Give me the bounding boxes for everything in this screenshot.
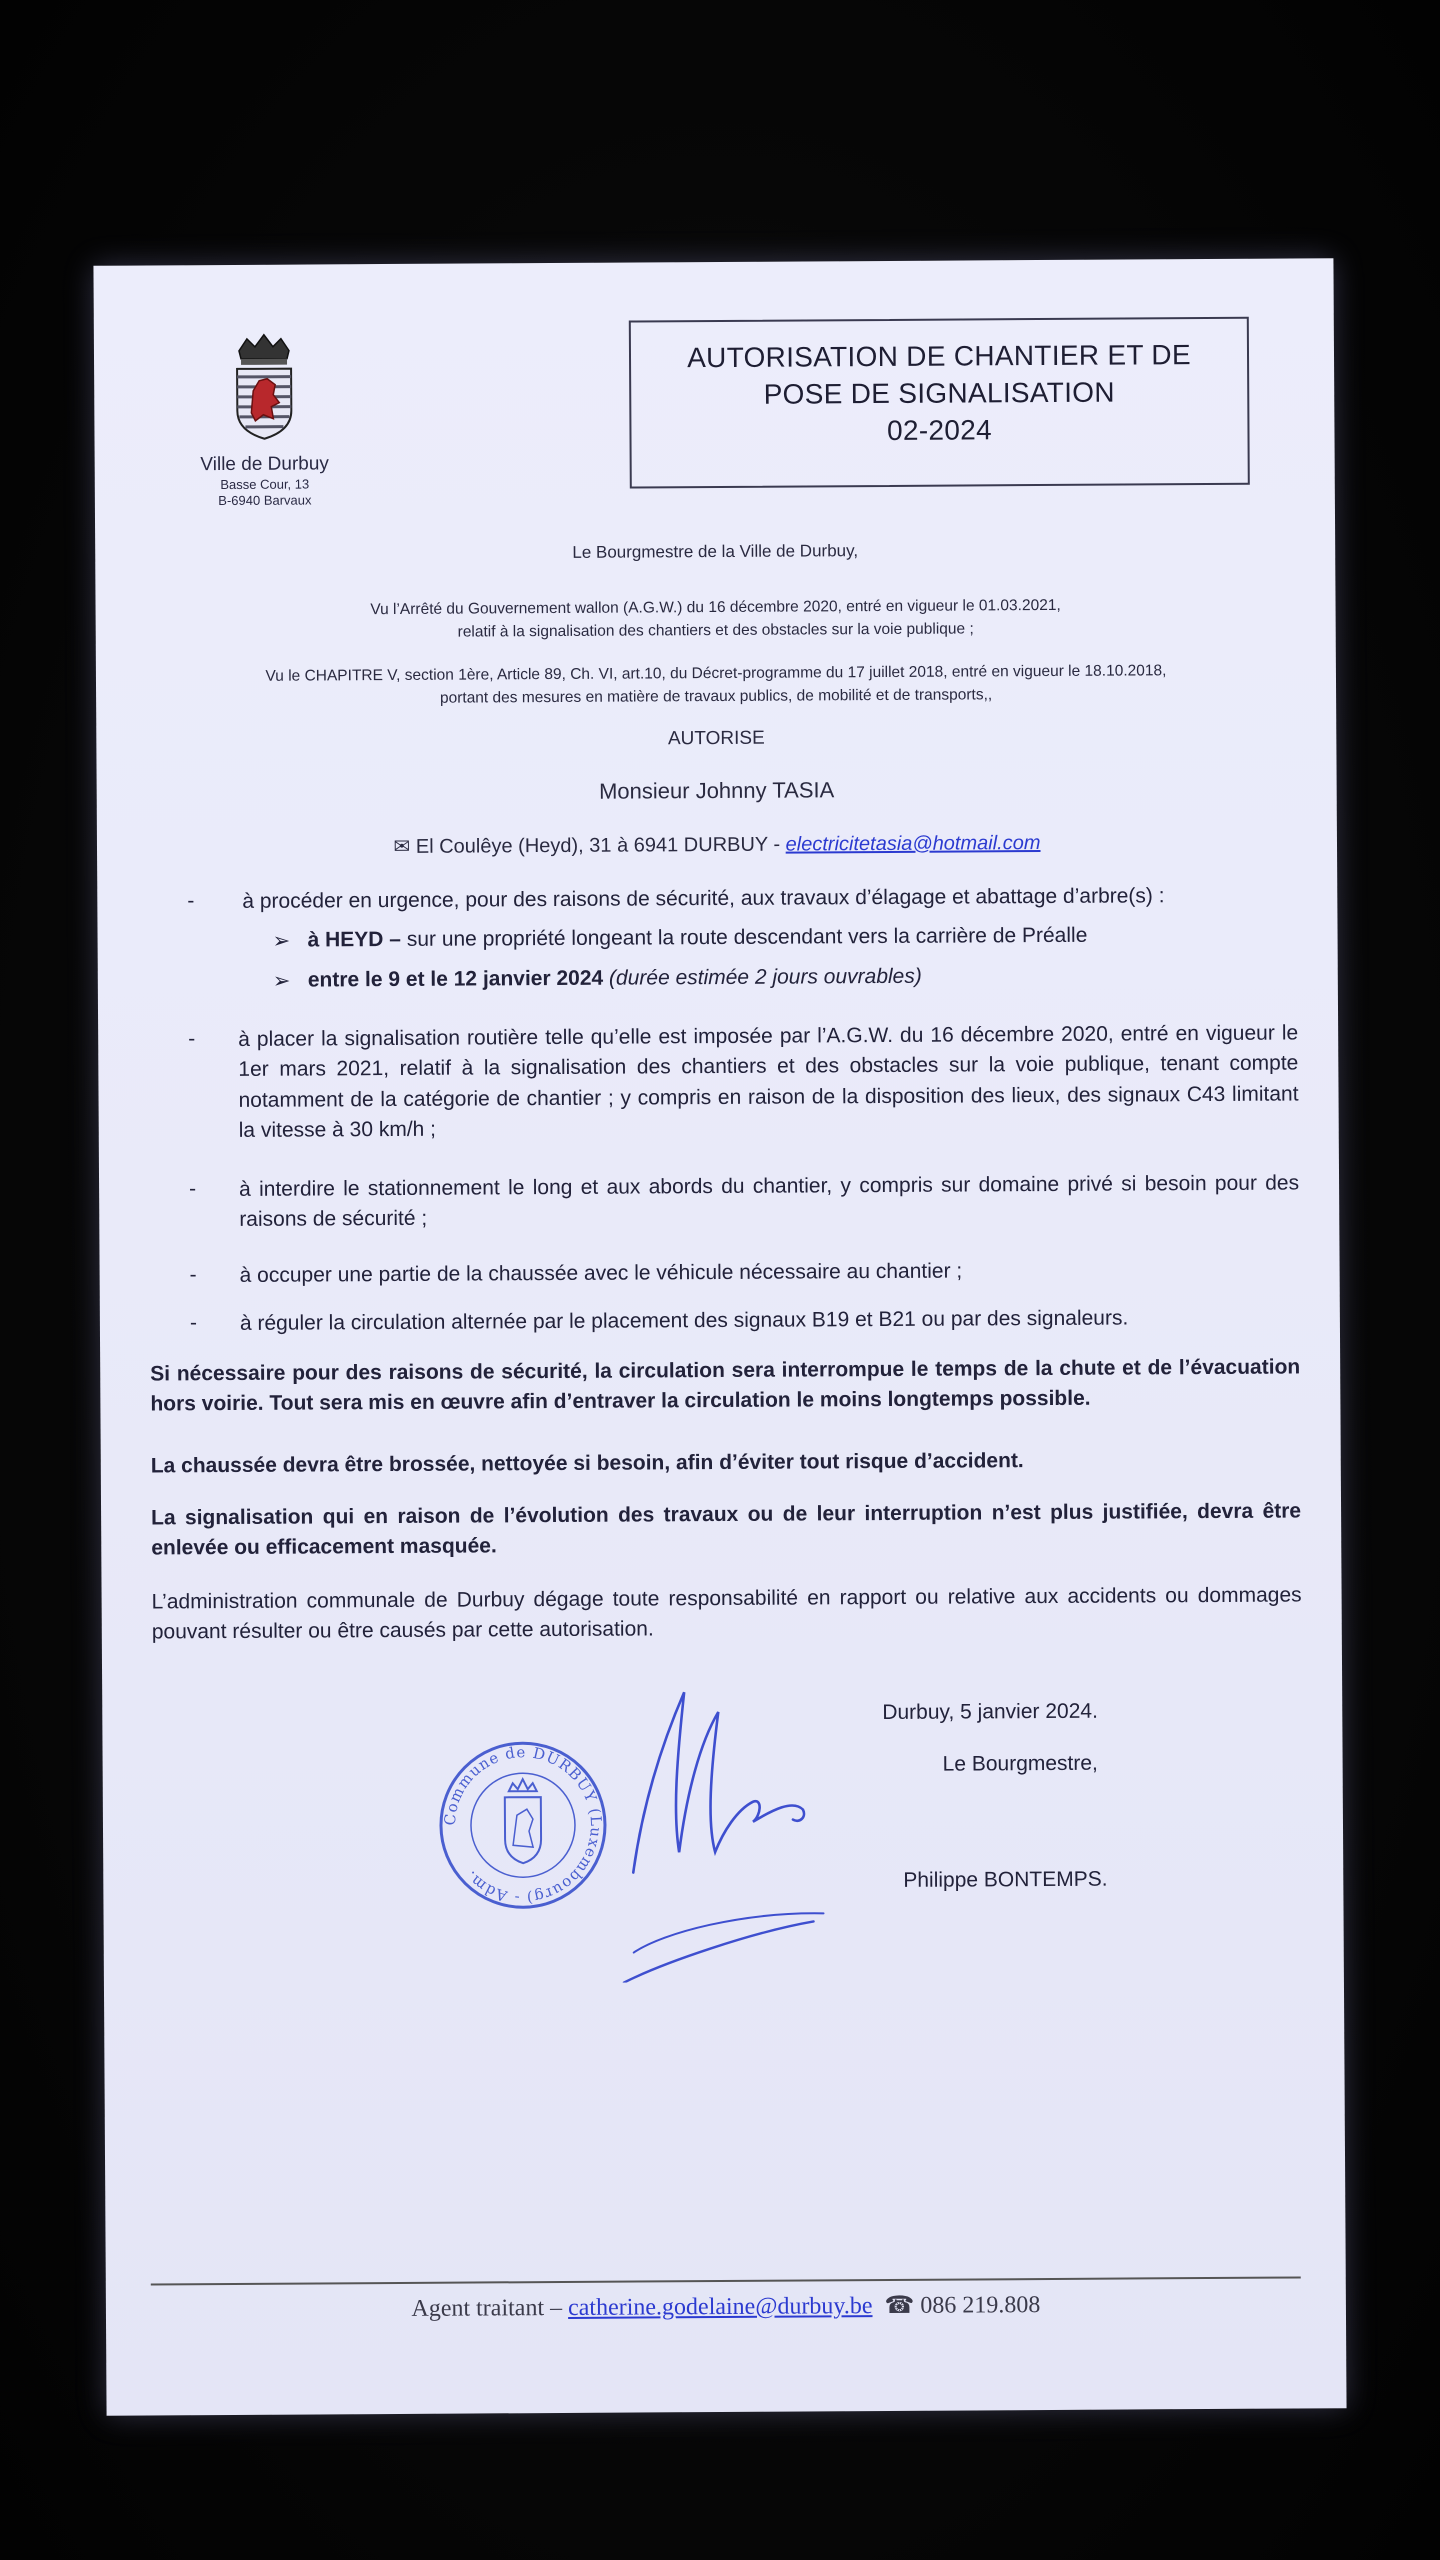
recipient-email-link[interactable]: electricitetasia@hotmail.com xyxy=(785,832,1041,856)
dates-duration: (durée estimée 2 jours ouvrables) xyxy=(603,964,922,990)
list-item-dash: - xyxy=(188,1027,196,1051)
arrow-icon: ➢ xyxy=(272,969,291,993)
autorise-heading: AUTORISE xyxy=(667,727,765,750)
vu-decret-line-2: portant des mesures en matière de travaux publics, de mobilité et de transports,, xyxy=(439,686,993,707)
vu-agw-block xyxy=(135,592,1295,646)
phone-icon: ☎ xyxy=(884,2292,915,2320)
recipient-address-line xyxy=(137,828,1297,860)
list-item-dash: - xyxy=(189,1177,197,1201)
commune-stamp-icon xyxy=(432,1735,613,1916)
signature-role: Le Bourgmestre, xyxy=(942,1751,1098,1776)
bold-notice-interruption: Si nécessaire pour des raisons de sécurité, la circulation sera interrompue le temps de la chute et de l’évacuation hors voirie. Tout sera mis en œuvre afin d’entraver la circulation le moins longtemps possible. xyxy=(150,1355,1301,1416)
title-line-1: AUTORISATION DE CHANTIER ET DE xyxy=(687,339,1191,374)
list-item-dash: - xyxy=(189,1263,197,1287)
bold-notice-removal: La signalisation qui en raison de l’évolution des travaux ou de leur interruption n’est plus justifiée, devra être enlevée ou efficacement masquée. xyxy=(151,1499,1302,1560)
document-title-box xyxy=(629,317,1250,489)
vu-decret-block xyxy=(136,658,1296,712)
list-item-traffic: à réguler la circulation alternée par le placement des signaux B19 et B21 ou par des signaleurs. xyxy=(239,1306,1129,1335)
town-address-block xyxy=(135,452,395,510)
dates-bold: entre le 9 et le 12 janvier 2024 xyxy=(307,966,604,992)
list-item-dash: - xyxy=(187,889,195,913)
agent-phone: 086 219.808 xyxy=(920,2292,1041,2319)
mayor-of-line: Le Bourgmestre de la Ville de Durbuy, xyxy=(572,541,859,562)
signature-date: Durbuy, 5 janvier 2024. xyxy=(882,1699,1098,1725)
agent-email-link[interactable]: catherine.godelaine@durbuy.be xyxy=(567,2293,873,2321)
address-line-1: Basse Cour, 13 xyxy=(220,476,310,492)
footer xyxy=(146,2288,1306,2324)
list-item-signalisation: à placer la signalisation routière telle qu’elle est imposée par l’A.G.W. du 16 décembre 2020, entré en vigueur le 1er mars 2021, relatif à la signalisation des chantiers et des obstacles sur la voie publique, tenant compte notamment de la catégorie de chantier ; y compris en raison de la disposition des lieux, des signaux C43 limitant la vitesse à 30 km/h ; xyxy=(238,1021,1299,1143)
stamp-text: Commune de DURBUY (Luxembourg) - Adm. xyxy=(440,1743,606,1908)
list-item-urgent-works: à procéder en urgence, pour des raisons de sécurité, aux travaux d’élagage et abattage d’arbre(s) : xyxy=(242,884,1165,913)
list-item-dash: - xyxy=(189,1311,197,1335)
town-name: Ville de Durbuy xyxy=(200,453,329,476)
document-page xyxy=(93,258,1346,2416)
disclaimer: L’administration communale de Durbuy dégage toute responsabilité en rapport ou relative aux accidents ou dommages pouvant résulter ou être causés par cette autorisation. xyxy=(151,1583,1302,1644)
vu-decret-line-1: Vu le CHAPITRE V, section 1ère, Article 89, Ch. VI, art.10, du Décret-programme du 17 juillet 2018, entré en vigueur le 18.10.2018, xyxy=(265,662,1167,685)
location-line xyxy=(307,923,1267,953)
mayor-signature xyxy=(602,1681,864,1983)
durbuy-crest-icon xyxy=(229,333,300,443)
title-line-3: 02-2024 xyxy=(886,414,992,446)
bold-notice-cleaning: La chaussée devra être brossée, nettoyée si besoin, afin d’éviter tout risque d’accident. xyxy=(150,1449,1024,1478)
arrow-icon: ➢ xyxy=(272,929,291,953)
signature-area xyxy=(440,1679,1294,2063)
footer-divider xyxy=(151,2276,1301,2285)
list-item-roadway: à occuper une partie de la chaussée avec le véhicule nécessaire au chantier ; xyxy=(239,1259,963,1287)
dates-line xyxy=(308,963,1268,993)
location-bold: à HEYD – xyxy=(307,927,402,952)
address-line-2: B-6940 Barvaux xyxy=(218,492,312,509)
vu-agw-line-2: relatif à la signalisation des chantiers et des obstacles sur la voie publique ; xyxy=(457,620,974,641)
signature-name: Philippe BONTEMPS. xyxy=(903,1867,1108,1892)
list-item-parking: à interdire le stationnement le long et aux abords du chantier, y compris sur domaine privé si besoin pour des raisons de sécurité ; xyxy=(239,1171,1300,1232)
recipient-address: El Coulêye (Heyd), 31 à 6941 DURBUY - xyxy=(415,833,786,858)
vu-agw-line-1: Vu l’Arrêté du Gouvernement wallon (A.G.W.) du 16 décembre 2020, entré en vigueur le 01.03.2021, xyxy=(370,596,1061,619)
envelope-icon: ✉ xyxy=(393,835,411,858)
title-line-2: POSE DE SIGNALISATION xyxy=(763,376,1115,410)
agent-label: Agent traitant – xyxy=(411,2294,569,2322)
location-rest: sur une propriété longeant la route descendant vers la carrière de Préalle xyxy=(400,923,1088,951)
recipient-name: Monsieur Johnny TASIA xyxy=(598,777,835,804)
